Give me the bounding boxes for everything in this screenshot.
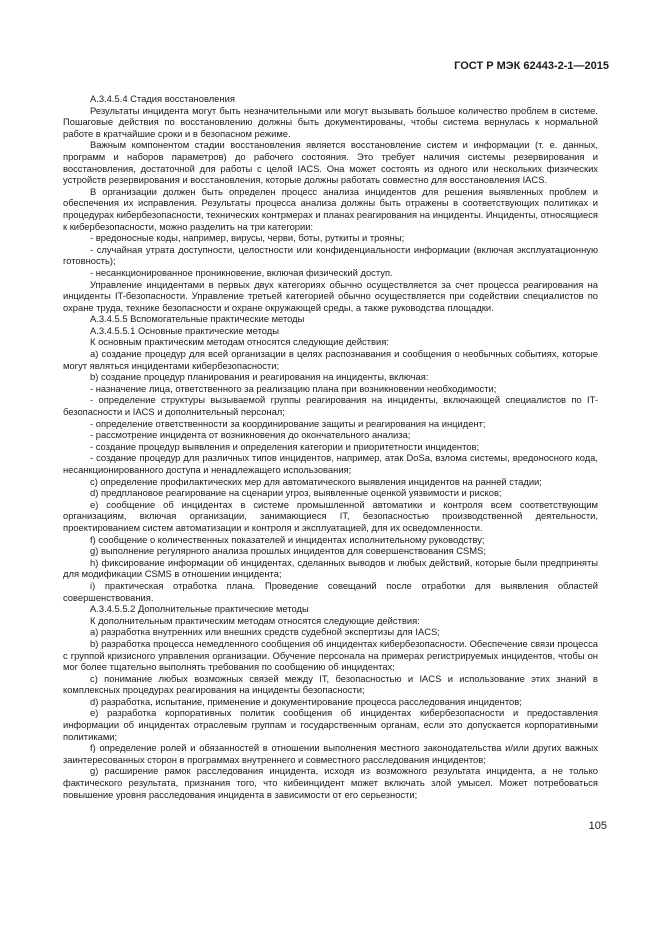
paragraph: i) практическая отработка плана. Проведение совещаний после отработки для выявления областей совершенствования. xyxy=(63,579,598,603)
paragraph: f) определение ролей и обязанностей в отношении выполнения местного законодательства и/или других важных заинтересованных сторон в программах внутреннего и совместного расследования инцидентов; xyxy=(63,742,598,765)
paragraph: d) предплановое реагирование на сценарии угроз, выявленные оценкой уязвимости и рисков; xyxy=(90,487,502,499)
paragraph: е) разработка корпоративных политик сообщения об инцидентах кибербезопасности и предоставления информации об инцидентах отраслевым группам и государственным органам, если это допускается корпоративными политиками; xyxy=(63,707,598,742)
paragraph: а) разработка внутренних или внешних средств судебной экспертизы для IACS; xyxy=(90,626,440,638)
document-body xyxy=(63,93,598,800)
paragraph: В организации должен быть определен процесс анализа инцидентов для решения выявленных проблем и обеспечения их исправления. Результаты процесса анализа должны быть отражены в соответствующих политиках и процедурах кибербезопасности, технических контрмерах и планах реагирования на инциденты. Инциденты, относящиеся к кибербезопасности, можно разделить на три категории: xyxy=(63,185,598,232)
paragraph: - создание процедур для различных типов инцидентов, например, атак DoSa, взлома системы, вредоносного кода, несанкционированного доступа и ненадлежащего использования; xyxy=(63,452,598,475)
paragraph: Управление инцидентами в первых двух категориях обычно осуществляется за счет процесса реагирования на инциденты IT-безопасности. Управление третьей категорией обычно осуществляется при содействии специалистов по охране труда, технике безопасности и охране окружающей среды, а также руководства площадки. xyxy=(63,278,598,313)
paragraph: - создание процедур выявления и определения категории и приоритетности инцидентов; xyxy=(90,440,480,452)
section-heading: А.3.4.5.5.2 Дополнительные практические методы xyxy=(90,603,309,615)
section-heading: А.3.4.5.5.1 Основные практические методы xyxy=(90,324,279,336)
paragraph: g) расширение рамок расследования инцидента, исходя из возможного результата инцидента, а не только фактического результата, признания того, что кибеинцидент может включать злой умысел. Может потребоваться повышение уровня расследования инцидента в зависимости от его серьезности; xyxy=(63,765,598,800)
paragraph: g) выполнение регулярного анализа прошлых инцидентов для совершенствования CSMS; xyxy=(90,545,486,557)
standard-designation: ГОСТ Р МЭК 62443-2-1—2015 xyxy=(454,60,609,72)
paragraph: с) определение профилактических мер для автоматического выявления инцидентов на ранней стадии; xyxy=(90,475,542,487)
paragraph: К основным практическим методам относятся следующие действия: xyxy=(90,336,389,348)
paragraph: - несанкционированное проникновение, включая физический доступ. xyxy=(90,266,393,278)
paragraph: b) разработка процесса немедленного сообщения об инцидентах кибербезопасности. Обеспечение связи процесса с группой кризисного управления организации. Обучение персонала на примерах регистрируемых инцидентов, чтобы он мог более тщательно выполнять требования по сообщению об инцидентах; xyxy=(63,637,598,673)
paragraph: f) сообщение о количественных показателей и инцидентах исполнительному руководству; xyxy=(90,533,485,545)
paragraph: с) понимание любых возможных связей между IT, безопасностью и IACS и использование этих знаний в комплексных процедурах реагирования на инциденты безопасности; xyxy=(63,672,598,696)
paragraph: - случайная утрата доступности, целостности или конфиденциальности информации (включая эксплуатационную готовность); xyxy=(63,243,598,267)
paragraph: d) разработка, испытание, применение и документирование процесса расследования инцидентов; xyxy=(90,695,522,707)
paragraph: h) фиксирование информации об инцидентах, сделанных выводов и любых действий, которые были предприняты для модификации CSMS в отношении инцидента; xyxy=(63,556,598,580)
paragraph: - определение ответственности за координирование защиты и реагирования на инцидент; xyxy=(90,417,486,429)
paragraph: - вредоносные коды, например, вирусы, черви, боты, руткиты и трояны; xyxy=(90,232,405,244)
section-heading: А.3.4.5.4 Стадия восстановления xyxy=(90,93,235,104)
paragraph: К дополнительным практическим методам относятся следующие действия: xyxy=(90,614,420,626)
paragraph: е) сообщение об инцидентах в системе промышленной автоматики и контроля всем соответствующим организациям, включая организации, занимающиеся IT, безопасностью производственной деятельности, проектированием систем автоматизации и контроля и эксплуатацией, для их осведомленности. xyxy=(63,498,598,533)
paragraph: b) создание процедур планирования и реагирования на инциденты, включая: xyxy=(90,371,429,383)
section-heading: А.3.4.5.5 Вспомогательные практические методы xyxy=(90,313,305,325)
paragraph: а) создание процедур для всей организации в целях распознавания и сообщения о необычных событиях, которые могут являться инцидентами кибербезопасности; xyxy=(63,348,598,371)
paragraph: - определение структуры вызываемой группы реагирования на инциденты, включающей специалистов по IT-безопасности и IACS и дополнительный персонал; xyxy=(63,394,598,418)
paragraph: - назначение лица, ответственного за реализацию плана при возникновении необходимости; xyxy=(90,382,497,394)
paragraph: Важным компонентом стадии восстановления является восстановление систем и информации (т. е. данных, программ и наборов параметров) до рабочего состояния. Это требует наличия системы резервирования и восстановления, достаточной для работы с целой IACS. Она может состоять из одного или нескольких физических устройств резервирования и восстановления, которые должны работать совместно для восстановления IACS. xyxy=(63,139,598,186)
paragraph: Результаты инцидента могут быть незначительными или могут вызывать большое количество проблем в системе. Пошаговые действия по восстановлению должны быть документированы, чтобы система вернулась к нормальной работе в кратчайшие сроки и в безопасном режиме. xyxy=(63,104,598,139)
page-number: 105 xyxy=(588,820,607,832)
paragraph: - рассмотрение инцидента от возникновения до окончательного анализа; xyxy=(90,429,411,441)
